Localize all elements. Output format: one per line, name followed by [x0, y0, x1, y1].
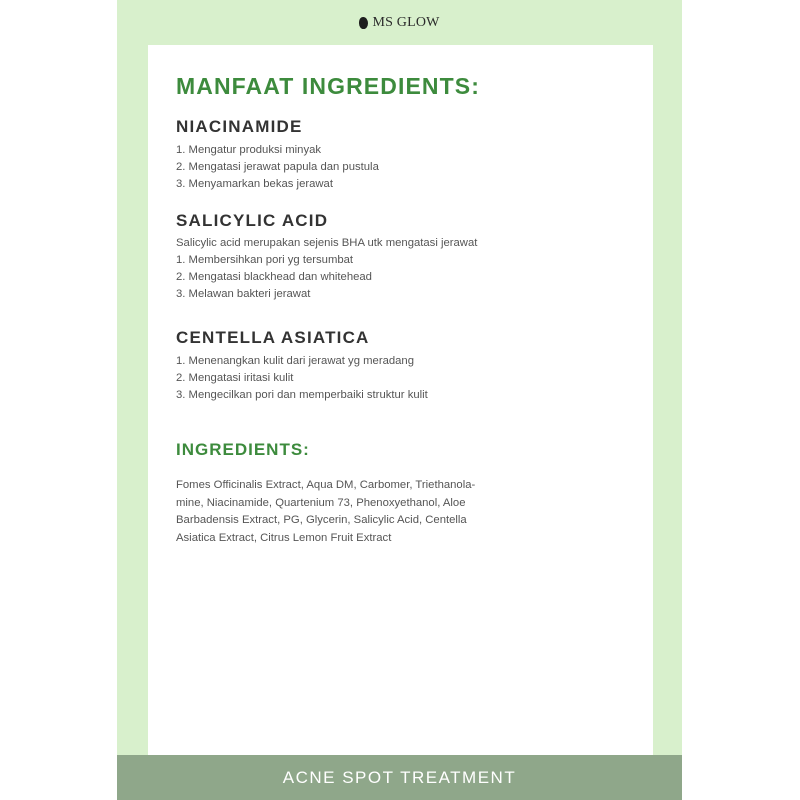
ingredients-line: Asiatica Extract, Citrus Lemon Fruit Extract: [176, 531, 392, 544]
ingredients-line: Barbadensis Extract, PG, Glycerin, Salicylic Acid, Centella: [176, 514, 467, 526]
content-card: [148, 45, 653, 755]
benefit-line: 3. Melawan bakteri jerawat: [176, 288, 311, 300]
section-title: NIACINAMIDE: [176, 117, 303, 136]
ingredients-title: INGREDIENTS:: [176, 440, 310, 459]
brand-logo: [117, 14, 682, 32]
benefit-line: Salicylic acid merupakan sejenis BHA utk mengatasi jerawat: [176, 237, 478, 249]
benefit-line: 2. Mengatasi blackhead dan whitehead: [176, 271, 372, 283]
ingredients-line: Fomes Officinalis Extract, Aqua DM, Carbomer, Triethanola-: [176, 479, 476, 491]
ingredients-line: mine, Niacinamide, Quartenium 73, Phenoxyethanol, Aloe: [176, 496, 466, 509]
leaf-drop-icon: [359, 17, 368, 29]
section-title: SALICYLIC ACID: [176, 211, 329, 230]
benefit-line: 1. Membersihkan pori yg tersumbat: [176, 254, 354, 266]
product-sheet: [117, 0, 682, 800]
benefit-line: 3. Menyamarkan bekas jerawat: [176, 178, 333, 190]
benefit-line: 2. Mengatasi iritasi kulit: [176, 372, 294, 384]
benefit-line: 1. Mengatur produksi minyak: [176, 144, 322, 156]
benefit-line: 2. Mengatasi jerawat papula dan pustula: [176, 161, 379, 173]
product-name-banner: [117, 755, 682, 800]
product-name: ACNE SPOT TREATMENT: [282, 767, 517, 787]
section-niacinamide: [176, 116, 636, 193]
main-title: MANFAAT INGREDIENTS:: [176, 73, 480, 99]
section-salicylic-acid: [176, 210, 636, 303]
section-centella-asiatica: [176, 327, 636, 404]
brand-name: MS GLOW: [372, 15, 440, 30]
section-title: CENTELLA ASIATICA: [176, 328, 370, 347]
benefit-line: 1. Menenangkan kulit dari jerawat yg meradang: [176, 355, 415, 367]
section-ingredients: [176, 439, 636, 547]
content-body: [176, 72, 636, 547]
benefit-line: 3. Mengecilkan pori dan memperbaiki struktur kulit: [176, 389, 428, 401]
